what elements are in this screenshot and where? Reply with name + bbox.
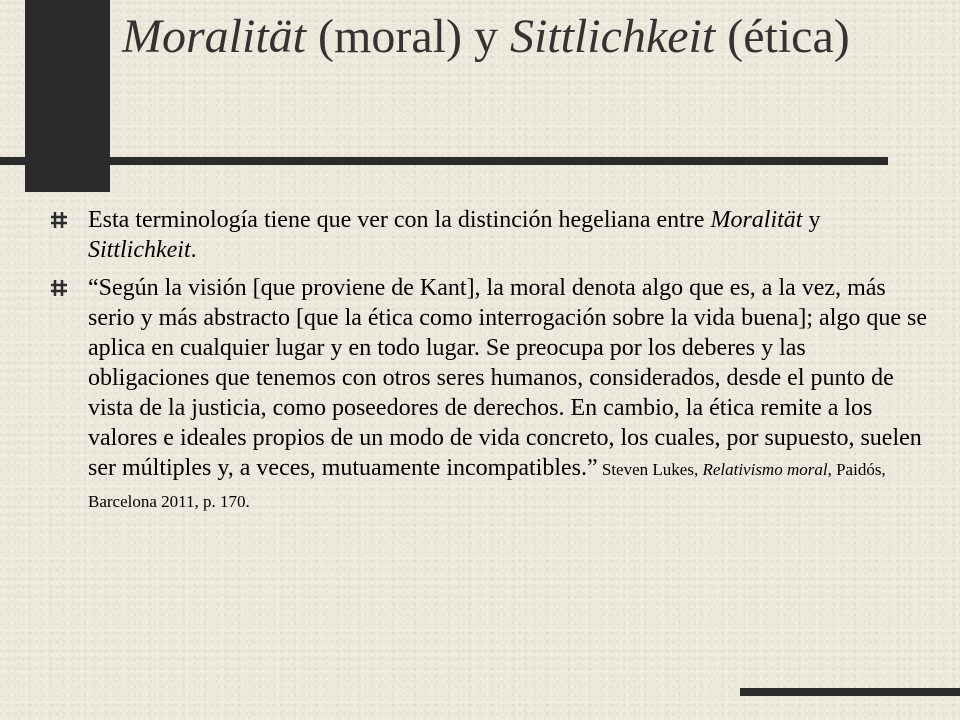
citation-book-title: Relativismo moral bbox=[702, 460, 828, 479]
citation-author: Steven Lukes, bbox=[597, 460, 703, 479]
hash-bullet-icon bbox=[50, 279, 68, 297]
slide-title bbox=[122, 8, 942, 66]
bullet-1-and: y bbox=[802, 207, 821, 233]
bullet-item-quote bbox=[50, 273, 930, 517]
title-etica: (ética) bbox=[715, 10, 850, 63]
lukes-quote: “Según la visión [que proviene de Kant], la moral denota algo que es, a la vez, más serio y más abstracto [que la ética como interrogación sobre la vida buena]; algo que se aplica en cualquier lugar y en todo lugar. Se preocupa por los deberes y las obligaciones que tenemos con otros seres humanos, considerados, desde el punto de vista de la justicia, como poseedores de derechos. En cambio, la ética remite a los valores e ideales propios de un modo de vida concreto, los cuales, por supuesto, suelen ser múltiples y, a veces, mutuamente incompatibles.” bbox=[88, 275, 928, 481]
bullet-text-terminology bbox=[88, 207, 820, 263]
bullet-1-sittlichkeit: Sittlichkeit bbox=[88, 237, 191, 263]
bullet-text-quote bbox=[88, 275, 927, 513]
bullet-item-terminology bbox=[50, 205, 930, 265]
bottom-right-rule bbox=[740, 688, 960, 696]
title-moral: (moral) y bbox=[306, 10, 510, 63]
bullet-1-text: Esta terminología tiene que ver con la distinción hegeliana entre bbox=[88, 207, 711, 233]
citation-publication: , Paidós, Barcelona 2011, p. 170. bbox=[88, 460, 886, 511]
title-term-sittlichkeit: Sittlichkeit bbox=[509, 10, 716, 63]
title-underline-rule bbox=[0, 157, 888, 165]
hash-bullet-icon bbox=[50, 211, 68, 229]
bullet-1-moralitat: Moralität bbox=[710, 207, 803, 233]
bullet-list bbox=[50, 205, 930, 525]
title-term-moralitat: Moralität bbox=[122, 10, 307, 63]
bullet-1-period: . bbox=[190, 237, 197, 263]
